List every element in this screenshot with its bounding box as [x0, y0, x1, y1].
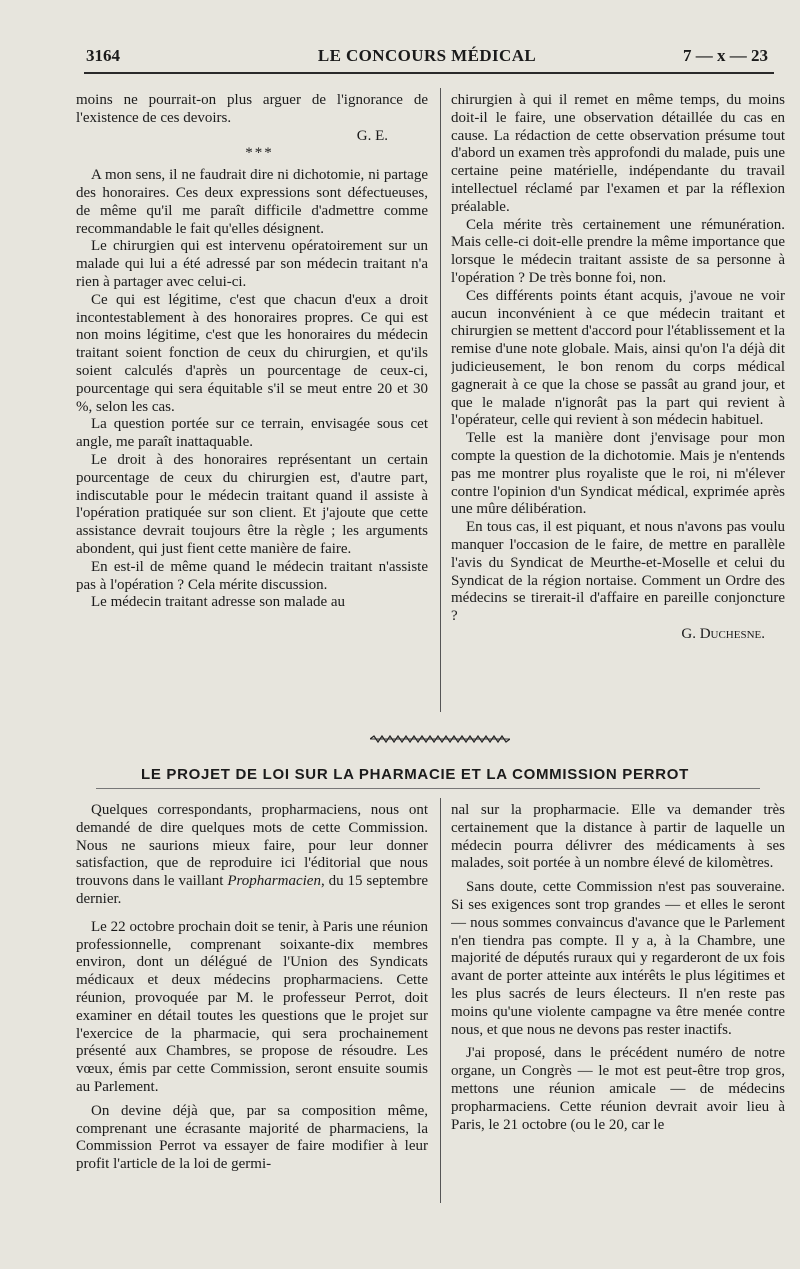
- paragraph-text: , du 15 septembre dernier.: [76, 873, 428, 907]
- running-header: [86, 46, 768, 72]
- journal-title: LE CONCOURS MÉDICAL: [317, 46, 537, 65]
- paragraph: Sans doute, cette Commission n'est pas souveraine. Si ses exigences sont trop grandes — et elles le seront — nous sommes convaincus d'avance que le Parlement n'en tiendra pas compte. Il y a, à la Chambre, une majorité de députés ruraux qui y regarderont de ux fois avant de porter atteinte aux intérêts le plus légitimes et les plus sacrés de leurs électeurs. Il n'en reste pas moins qu'une violente campagne va être menée contre nous, et que nous ne devons pas rester inactifs.: [451, 879, 785, 1038]
- paragraph-text: Quelques correspondants, propharmaciens, nous ont demandé de dire quelques mots de cette Commission. Nous ne saurions mieux faire, pour leur donner satisfaction, que de reproduire ici l'éditorial que nous trouvons dans le vaillant: [76, 802, 428, 890]
- publication-title: Propharmacien: [227, 873, 321, 890]
- article1-column-right: [451, 92, 785, 712]
- article1-column-left: [76, 92, 428, 712]
- paragraph: nal sur la propharmacie. Elle va demander très certainement que la distance à partir de laquelle un médecin pourra délivrer des médicaments à ses malades, soit portée à un nombre élevé de kilomètres.: [451, 802, 785, 872]
- article2-column-right: [451, 802, 785, 1242]
- article-heading: LE PROJET DE LOI SUR LA PHARMACIE ET LA COMMISSION PERROT: [141, 766, 689, 783]
- paragraph: moins ne pourrait-on plus arguer de l'ignorance de l'existence de ces devoirs.: [76, 92, 428, 126]
- header-rule: [84, 72, 774, 74]
- paragraph: En est-il de même quand le médecin traitant n'assiste pas à l'opération ? Cela mérite discussion.: [76, 558, 428, 593]
- paragraph: En tous cas, il est piquant, et nous n'avons pas voulu manquer l'occasion de le faire, de mettre en parallèle l'avis du Syndicat de Meurthe-et-Moselle et celui du Syndicat de la région nortaise. Comment un Ordre des médecins se tirerait-il d'affaire en pareille conjoncture ?: [451, 519, 785, 625]
- paragraph: A mon sens, il ne faudrait dire ni dichotomie, ni partage des honoraires. Ces deux expressions sont défectueuses, de même qu'il me paraît difficile d'admettre comme recommandable le fait qu'elles désignent.: [76, 167, 428, 237]
- paragraph: La question portée sur ce terrain, envisagée sous cet angle, me paraît inattaquable.: [76, 416, 428, 451]
- signature: G. Duchesne.: [681, 625, 765, 642]
- column-divider: [440, 798, 441, 1203]
- paragraph: chirurgien à qui il remet en même temps, du moins doit-il le faire, une observation détaillée du cas en cause. La rédaction de cette observation présume tout d'abord un examen très approfondi du malade, puis une certaine peine matérielle, indépendante du travail intellectuel réclamé par l'examen et par la réflexion préalable.: [451, 92, 785, 215]
- paragraph: Le 22 octobre prochain doit se tenir, à Paris une réunion professionnelle, comprenant soixante-dix membres environ, dont un délégué de l'Union des Syndicats médicaux et deux médecins propharmaciens. Cette réunion, provoquée par M. le professeur Perrot, doit examiner en détail toutes les questions que le projet sur l'exercice de la pharmacie, qui sera prochainement présenté aux Chambres, se propose de résoudre. Les vœux, émis par cette Commission, seront ensuite soumis au Parlement.: [76, 918, 428, 1095]
- paragraph: [76, 802, 428, 909]
- paragraph: Cela mérite très certainement une rémunération. Mais celle-ci doit-elle prendre la même importance que lorsque le médecin traitant assiste de sa personne à l'opération ? De très bonne foi, non.: [451, 216, 785, 286]
- paragraph: Le médecin traitant adresse son malade au: [91, 594, 346, 611]
- article2-column-left: [76, 802, 428, 1242]
- ornament-divider: [370, 734, 510, 744]
- paragraph: J'ai proposé, dans le précédent numéro de notre organe, un Congrès — le mot est peut-être trop gros, mettons une réunion amicale — de médecins propharmaciens. Cette réunion devrait avoir lieu à Paris, le 21 octobre (ou le 20, car le: [451, 1045, 785, 1133]
- signature: G. E.: [356, 127, 388, 144]
- issue-date: 7 — x — 23: [683, 46, 768, 65]
- asterism: ***: [245, 145, 274, 162]
- paragraph: Ce qui est légitime, c'est que chacun d'eux a droit incontestablement à des honoraires propres. Ce qui est non moins légitime, c'est que les honoraires du médecin traitant soient fonction de ceux du chirurgien, et qu'ils soient calculés d'après un pourcentage de ceux-ci, pourcentage qui sera équitable s'il se meut entre 20 et 30 %, selon les cas.: [76, 291, 428, 415]
- paragraph: On devine déjà que, par sa composition même, comprenant une écrasante majorité de pharmaciens, la Commission Perrot va essayer de faire modifier à leur profit l'article de la loi de germi-: [76, 1102, 428, 1173]
- paragraph: Le chirurgien qui est intervenu opératoirement sur un malade qui lui a été adressé par son médecin traitant n'a rien à partager avec celui-ci.: [76, 238, 428, 290]
- paragraph: Le droit à des honoraires représentant un certain pourcentage de ceux du chirurgien est, d'autre part, indiscutable pour le médecin traitant quand il assiste à l'opération pratiquée sur son client. Et j'ajoute que cette assistance devrait toujours être la règle ; les arguments abondent, qui just fient cette manière de faire.: [76, 451, 428, 557]
- page-number: 3164: [86, 46, 120, 65]
- paragraph: Ces différents points étant acquis, j'avoue ne voir aucun inconvénient à ce que médecin traitant et chirurgien se mettent d'accord pour l'établissement et la remise d'une note globale. Mais, ainsi qu'on l'a déjà dit judicieusement, le bon renom du corps médical gagnerait à ce que la chose se passât au grand jour, et que le malade n'ignorât pas la part qui revient à l'opérateur, celle qui revient à son médecin habituel.: [451, 287, 785, 429]
- heading-rule: [96, 788, 760, 789]
- paragraph: Telle est la manière dont j'envisage pour mon compte la question de la dichotomie. Mais je n'entends pas me montrer plus royaliste que le roi, ni m'élever contre l'opinion d'un Syndicat médical, exprimée après une mûre délibération.: [451, 430, 785, 518]
- column-divider: [440, 88, 441, 712]
